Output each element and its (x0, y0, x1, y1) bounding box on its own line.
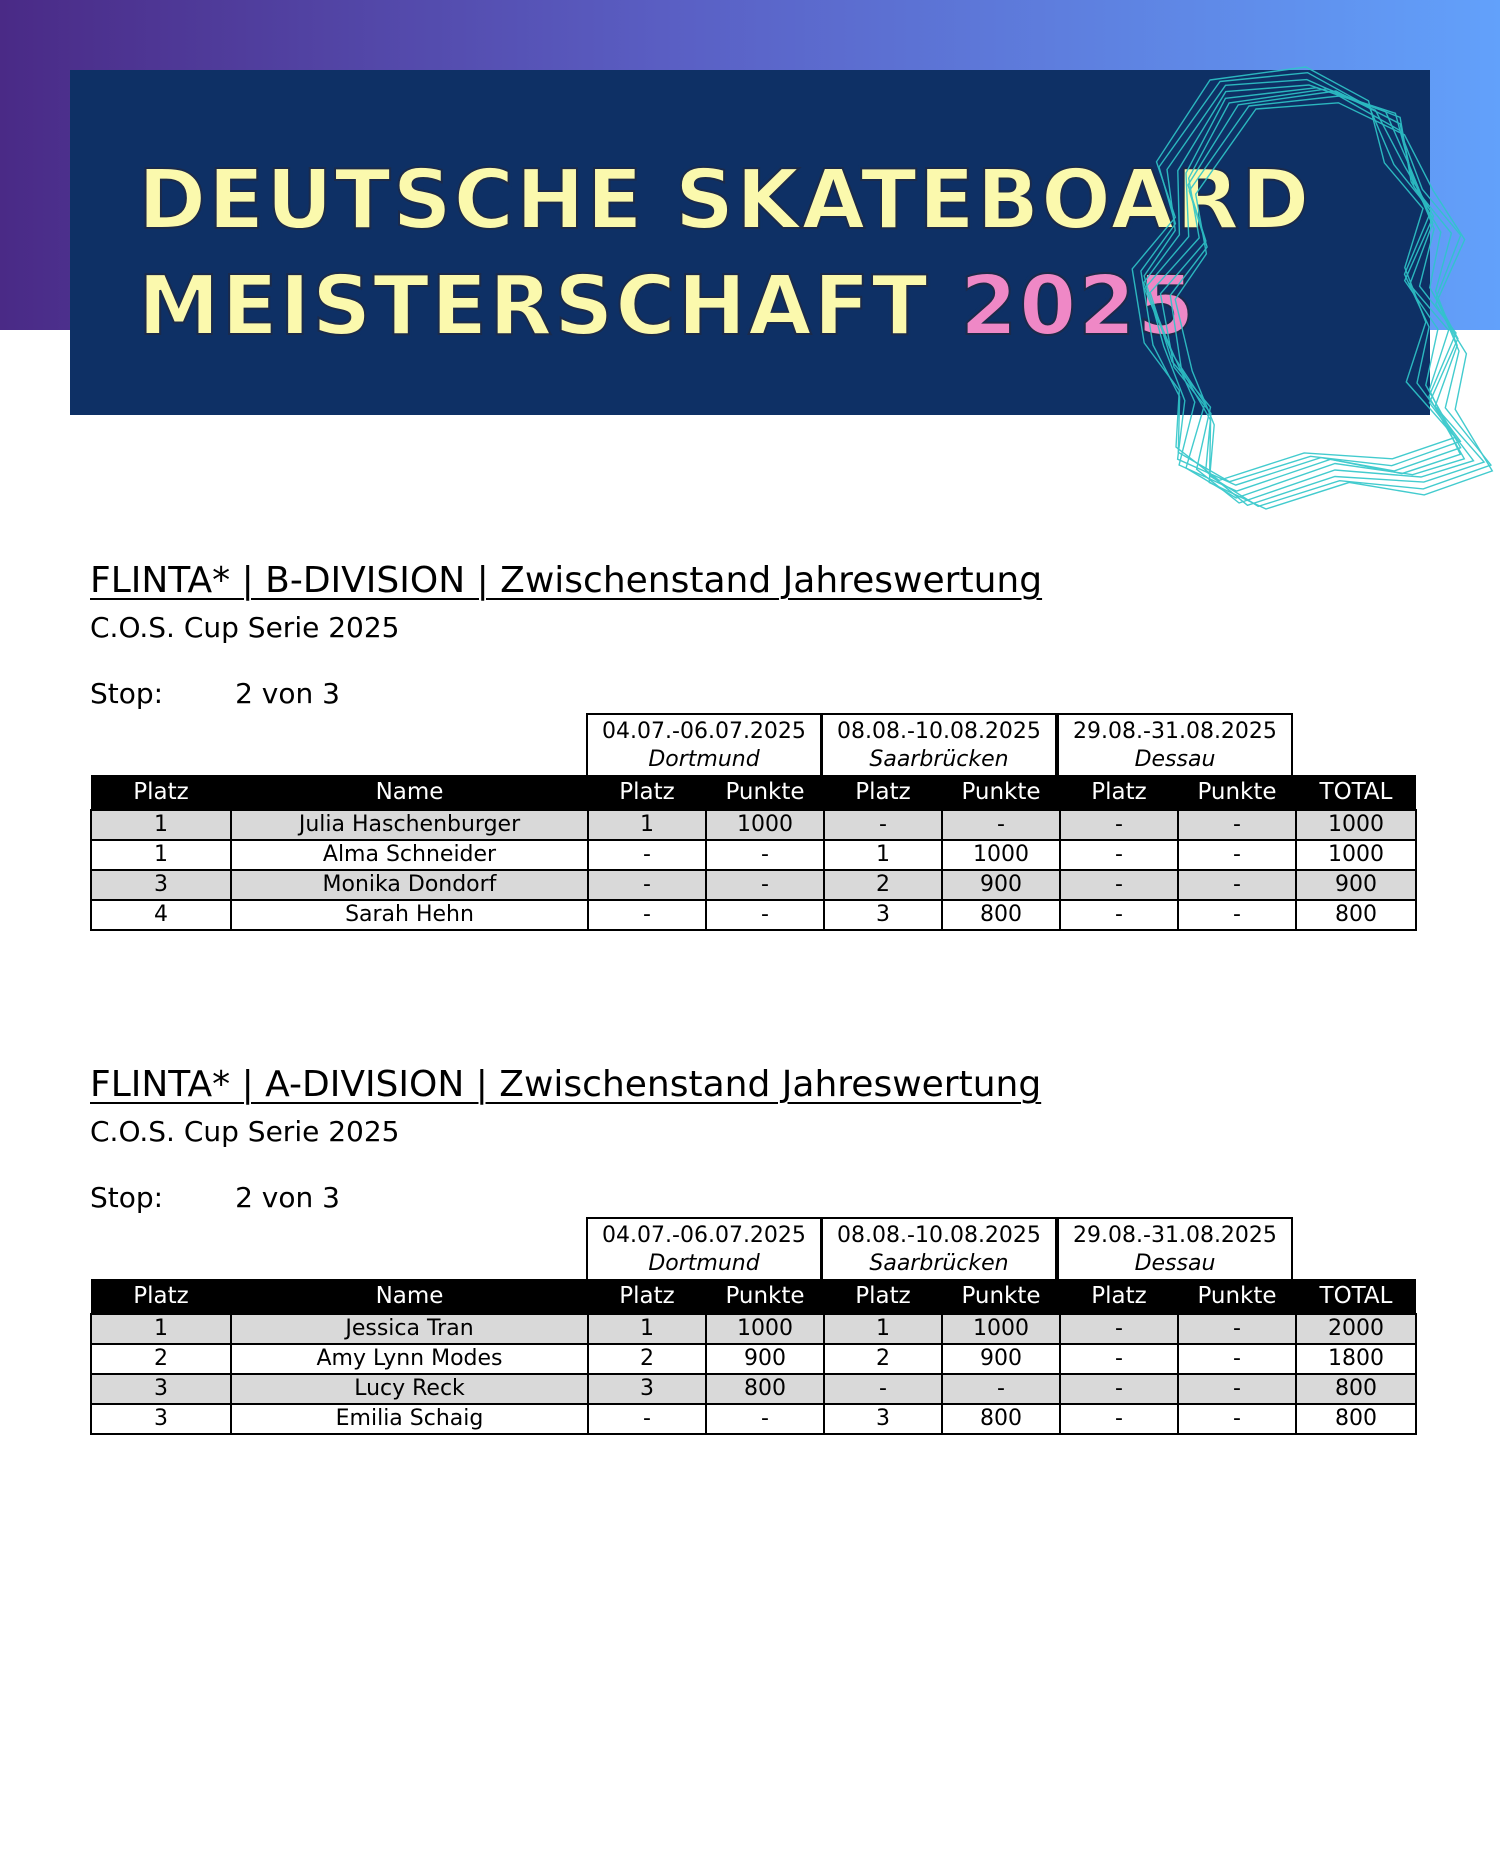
section-b-division (90, 558, 1420, 712)
table-cell: 800 (942, 900, 1060, 930)
table-cell: 3 (588, 1374, 706, 1404)
table-cell: 2000 (1296, 1314, 1416, 1344)
table-cell: 800 (942, 1404, 1060, 1434)
event-place: Saarbrücken (869, 747, 1009, 772)
event-dates: 08.08.-10.08.2025 (837, 719, 1041, 744)
event-dates: 04.07.-06.07.2025 (602, 1223, 806, 1248)
table-cell: 1800 (1296, 1344, 1416, 1374)
column-header-row (91, 775, 1416, 810)
stop-value: 2 von 3 (235, 1181, 340, 1214)
map-contour-line (1170, 96, 1491, 506)
column-header: TOTAL (1296, 1279, 1416, 1314)
event-2-header (821, 1217, 1057, 1279)
event-dates: 04.07.-06.07.2025 (602, 719, 806, 744)
table-cell: - (1178, 870, 1296, 900)
table-cell: 1000 (706, 810, 824, 840)
column-header: TOTAL (1296, 775, 1416, 810)
table-cell: 1 (588, 1314, 706, 1344)
table-cell: - (588, 870, 706, 900)
event-header-row (90, 1217, 1415, 1279)
table-cell: 1 (588, 810, 706, 840)
event-dates: 08.08.-10.08.2025 (837, 1223, 1041, 1248)
table-cell: - (824, 1374, 942, 1404)
map-contour-line (1144, 80, 1460, 486)
table-cell: Julia Haschenburger (231, 810, 588, 840)
column-header: Punkte (942, 1279, 1060, 1314)
stop-info (90, 676, 1420, 712)
table-cell: 900 (1296, 870, 1416, 900)
title-line-2-text: MEISTERSCHAFT (138, 259, 930, 354)
section-a-division (90, 1062, 1420, 1216)
table-row (91, 810, 1416, 840)
table-cell: - (1178, 810, 1296, 840)
event-place: Saarbrücken (869, 1251, 1009, 1276)
event-dates: 29.08.-31.08.2025 (1073, 719, 1277, 744)
table-cell: 1 (91, 1314, 231, 1344)
table-row (91, 900, 1416, 930)
table-cell: - (1178, 1344, 1296, 1374)
germany-map-outline-icon (1060, 40, 1500, 560)
section-title: FLINTA* | A-DIVISION | Zwischenstand Jahreswertung (90, 1064, 1042, 1105)
column-header: Platz (588, 775, 706, 810)
table-cell: 2 (824, 1344, 942, 1374)
event-place: Dortmund (648, 1251, 760, 1276)
event-1-header (586, 1217, 822, 1279)
map-contour-line (1144, 85, 1461, 491)
table-cell: - (706, 1404, 824, 1434)
column-header-row (91, 1279, 1416, 1314)
table-cell: Lucy Reck (231, 1374, 588, 1404)
table-cell: Sarah Hehn (231, 900, 588, 930)
table-cell: 1000 (1296, 840, 1416, 870)
section-subtitle: C.O.S. Cup Serie 2025 (90, 611, 400, 644)
table-cell: 900 (942, 1344, 1060, 1374)
table-cell: 800 (1296, 1404, 1416, 1434)
standings-table-a (90, 1217, 1415, 1435)
table-cell: 4 (91, 900, 231, 930)
event-3-header (1057, 1217, 1293, 1279)
table-row (91, 1314, 1416, 1344)
table-cell: 3 (824, 1404, 942, 1434)
table-cell: 3 (91, 1404, 231, 1434)
table-cell: - (1178, 1374, 1296, 1404)
table-cell: Jessica Tran (231, 1314, 588, 1344)
event-place: Dessau (1134, 747, 1216, 772)
stop-label: Stop: (90, 677, 164, 710)
map-contour-line (1175, 103, 1492, 509)
stop-label: Stop: (90, 1181, 164, 1214)
table-cell: Emilia Schaig (231, 1404, 588, 1434)
table-row (91, 1374, 1416, 1404)
column-header: Punkte (706, 775, 824, 810)
table-cell: 800 (706, 1374, 824, 1404)
table-cell: - (1060, 840, 1178, 870)
column-header: Punkte (942, 775, 1060, 810)
column-header: Platz (1060, 775, 1178, 810)
table-cell: - (706, 900, 824, 930)
table-cell: Amy Lynn Modes (231, 1344, 588, 1374)
table-cell: - (706, 870, 824, 900)
map-contour-line (1150, 89, 1473, 503)
table-cell: - (1060, 1374, 1178, 1404)
table-cell: 1000 (942, 1314, 1060, 1344)
table-cell: - (1060, 900, 1178, 930)
results-grid (90, 775, 1417, 931)
table-cell: - (1060, 1314, 1178, 1344)
table-cell: 900 (706, 1344, 824, 1374)
title-year: 2025 (960, 259, 1197, 354)
section-subtitle: C.O.S. Cup Serie 2025 (90, 1115, 400, 1148)
column-header: Punkte (706, 1279, 824, 1314)
table-cell: - (706, 840, 824, 870)
event-header-row (90, 713, 1415, 775)
column-header: Platz (91, 775, 231, 810)
title-line-1: DEUTSCHE SKATEBOARD (138, 153, 1312, 248)
table-cell: 1000 (1296, 810, 1416, 840)
table-cell: 900 (942, 870, 1060, 900)
standings-table-b (90, 713, 1415, 931)
section-title: FLINTA* | B-DIVISION | Zwischenstand Jahreswertung (90, 560, 1043, 601)
table-cell: - (588, 840, 706, 870)
table-cell: - (588, 900, 706, 930)
table-cell: 1000 (706, 1314, 824, 1344)
stop-info (90, 1180, 1420, 1216)
table-cell: - (1178, 1314, 1296, 1344)
event-place: Dessau (1134, 1251, 1216, 1276)
event-3-header (1057, 713, 1293, 775)
column-header: Punkte (1178, 775, 1296, 810)
table-cell: 1 (91, 840, 231, 870)
table-cell: Monika Dondorf (231, 870, 588, 900)
table-cell: - (588, 1404, 706, 1434)
table-row (91, 870, 1416, 900)
table-cell: - (1060, 810, 1178, 840)
table-cell: 2 (91, 1344, 231, 1374)
table-cell: 800 (1296, 1374, 1416, 1404)
column-header: Platz (91, 1279, 231, 1314)
table-row (91, 840, 1416, 870)
table-cell: - (1060, 1344, 1178, 1374)
stop-value: 2 von 3 (235, 677, 340, 710)
table-cell: 1 (824, 1314, 942, 1344)
column-header: Platz (824, 1279, 942, 1314)
table-cell: 800 (1296, 900, 1416, 930)
table-row (91, 1344, 1416, 1374)
event-1-header (586, 713, 822, 775)
table-cell: - (1060, 1404, 1178, 1434)
column-header: Platz (588, 1279, 706, 1314)
table-cell: 1 (91, 810, 231, 840)
table-cell: - (1178, 840, 1296, 870)
event-dates: 29.08.-31.08.2025 (1073, 1223, 1277, 1248)
table-cell: Alma Schneider (231, 840, 588, 870)
table-cell: 3 (91, 1374, 231, 1404)
table-cell: - (1060, 870, 1178, 900)
table-cell: - (942, 810, 1060, 840)
table-cell: - (824, 810, 942, 840)
column-header: Name (231, 1279, 588, 1314)
column-header: Name (231, 775, 588, 810)
table-row (91, 1404, 1416, 1434)
table-cell: 3 (91, 870, 231, 900)
column-header: Platz (824, 775, 942, 810)
map-contour-line (1132, 67, 1455, 480)
column-header: Platz (1060, 1279, 1178, 1314)
column-header: Punkte (1178, 1279, 1296, 1314)
table-cell: - (942, 1374, 1060, 1404)
event-2-header (821, 713, 1057, 775)
table-cell: - (1178, 1404, 1296, 1434)
table-cell: 2 (588, 1344, 706, 1374)
table-cell: 3 (824, 900, 942, 930)
table-cell: 2 (824, 870, 942, 900)
table-cell: 1 (824, 840, 942, 870)
table-cell: - (1178, 900, 1296, 930)
results-grid (90, 1279, 1417, 1435)
table-cell: 1000 (942, 840, 1060, 870)
event-place: Dortmund (648, 747, 760, 772)
